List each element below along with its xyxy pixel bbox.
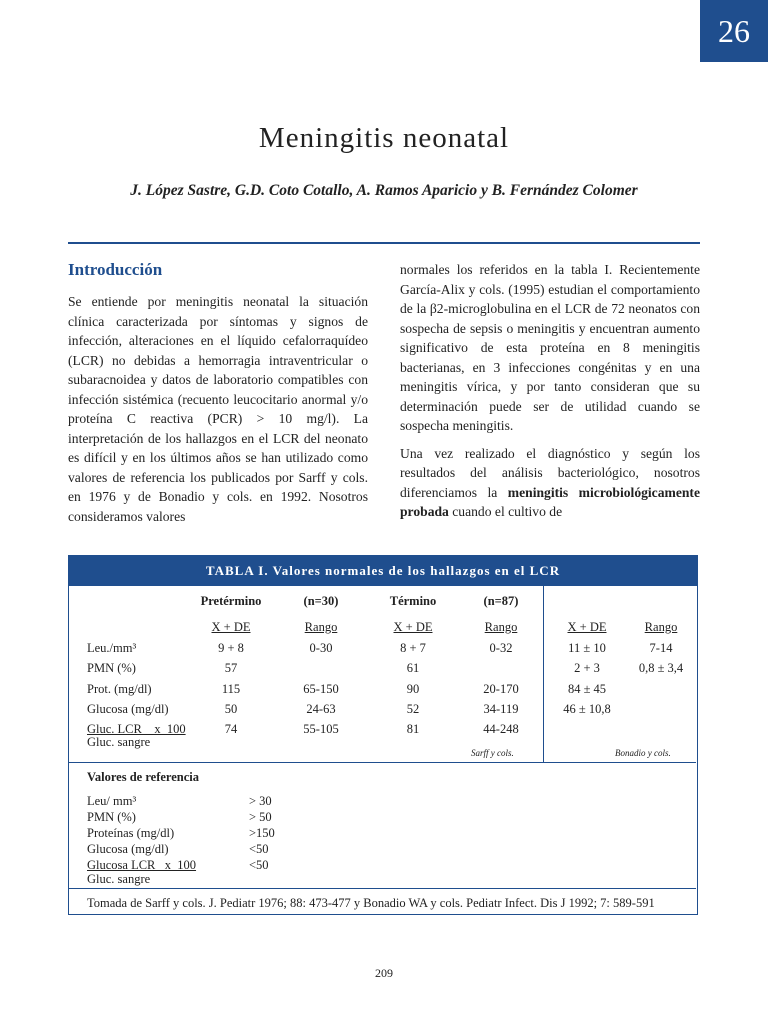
- paragraph-3-end: cuando el cultivo de: [448, 504, 563, 519]
- table-cell: 0,8 ± 3,4: [638, 661, 684, 675]
- row-label: Glucosa (mg/dl): [87, 702, 169, 716]
- reference-label: PMN (%): [87, 810, 136, 824]
- table-cell: 61: [406, 661, 420, 675]
- table-cell: 2 + 3: [574, 661, 600, 675]
- table-cell: 115: [221, 682, 241, 696]
- table-cell: 34-119: [483, 702, 519, 716]
- group-header: (n=30): [303, 594, 339, 608]
- table-data-area: [69, 586, 696, 762]
- table-cell: 50: [224, 702, 238, 716]
- table-cell: 11 ± 10: [568, 641, 606, 655]
- table-cell: 46 ± 10,8: [563, 702, 611, 716]
- reference-label: Glucosa (mg/dl): [87, 842, 169, 856]
- row-label: Leu./mm³: [87, 641, 137, 655]
- row-label: Gluc. LCR x 100: [87, 722, 186, 736]
- paragraph-3: [400, 444, 700, 522]
- row-label-denominator: Gluc. sangre: [87, 735, 151, 749]
- table-cell: 0-30: [309, 641, 333, 655]
- table-footer-divider: [69, 888, 696, 889]
- table-section-divider: [69, 762, 696, 763]
- sub-header: Rango: [484, 620, 518, 634]
- table-cell: 7-14: [649, 641, 673, 655]
- table-cell: 57: [224, 661, 238, 675]
- chapter-number: 26: [718, 12, 750, 49]
- reference-label-denominator: Gluc. sangre: [87, 872, 151, 886]
- paragraph-1: Se entiende por meningitis neonatal la situación clínica caracterizada por síntomas y signos de infección, alteraciones en el líquido cefalorraquídeo (LCR) no debidas a hemorragia intraventricular o subaracnoidea y datos de laboratorio compatibles con infección sistémica (recuento leucocitario anormal y/o proteína C reactiva (PCR) > 10 mg/l). La interpretación de los hallazgos en el LCR del neonato es difícil y en los últimos años se han utilizado como valores de referencia los publicados por Sarff y cols. en 1976 y de Bonadio y cols. en 1992. Nosotros consideramos valores: [68, 294, 368, 524]
- paragraph-3-start: Una vez realizado el diagnóstico y según los resultados del análisis bacteriológico, nosotros diferenciamos la: [400, 445, 700, 500]
- row-label: PMN (%): [87, 661, 136, 675]
- table-cell: 8 + 7: [400, 641, 426, 655]
- header-divider: [68, 242, 700, 244]
- section-title: Introducción: [68, 260, 163, 279]
- table-cell: 81: [406, 722, 420, 736]
- reference-label: Glucosa LCR x 100: [87, 858, 197, 872]
- reference-value: >150: [249, 826, 275, 840]
- sub-header: Rango: [644, 620, 678, 634]
- group-header: (n=87): [483, 594, 519, 608]
- reference-label: Proteínas (mg/dl): [87, 826, 175, 840]
- table-footnote: Tomada de Sarff y cols. J. Pediatr 1976; 88: 473-477 y Bonadio WA y cols. Pediatr Infect. Dis J 1992; 7: 589-591: [87, 896, 655, 910]
- table-cell: 9 + 8: [218, 641, 244, 655]
- source-sarff: Sarff y cols.: [471, 748, 514, 758]
- table-1: [68, 555, 698, 915]
- table-title: TABLA I. Valores normales de los hallazgos en el LCR: [69, 556, 697, 586]
- table-cell: 55-105: [303, 722, 339, 736]
- chapter-number-badge: [700, 0, 768, 62]
- sub-header: Rango: [304, 620, 338, 634]
- reference-label: Leu/ mm³: [87, 794, 137, 808]
- table-cell: 65-150: [303, 682, 339, 696]
- table-cell: 90: [406, 682, 420, 696]
- reference-value: > 50: [249, 810, 272, 824]
- row-label: Prot. (mg/dl): [87, 682, 152, 696]
- right-column: [400, 260, 700, 530]
- left-column: [68, 258, 368, 534]
- paragraph-3-emphasis: meningitis microbiológicamente probada: [400, 484, 700, 519]
- sub-header: X + DE: [393, 620, 433, 634]
- table-cell: 44-248: [483, 722, 519, 736]
- table-cell: 84 ± 45: [567, 682, 607, 696]
- reference-title: Valores de referencia: [87, 770, 200, 784]
- page-number: 209: [375, 966, 393, 980]
- article-title: Meningitis neonatal: [258, 122, 510, 154]
- source-bonadio: Bonadio y cols.: [615, 748, 671, 758]
- table-cell: 20-170: [483, 682, 519, 696]
- table-cell: 74: [224, 722, 238, 736]
- paragraph-2: normales los referidos en la tabla I. Recientemente García-Alix y cols. (1995) estudian el comportamiento de la β2-microglobulina en el LCR de 72 neonatos con sospecha de sepsis o meningitis y encuentran aumento significativo de esta proteína en 8 meningitis bacterianas, en 3 infecciones congénitas y en una meningitis vírica, y por tanto consideran que su determinación puede ser de utilidad cuando se sospecha meningitis.: [400, 262, 700, 433]
- reference-value: <50: [249, 858, 269, 872]
- reference-value: <50: [249, 842, 269, 856]
- table-cell: 24-63: [306, 702, 336, 716]
- group-header: Pretérmino: [200, 594, 262, 608]
- group-header: Término: [389, 594, 437, 608]
- article-authors: J. López Sastre, G.D. Coto Cotallo, A. Ramos Aparicio y B. Fernández Colomer: [130, 182, 638, 199]
- sub-header: X + DE: [211, 620, 251, 634]
- reference-value: > 30: [249, 794, 272, 808]
- table-cell: 52: [406, 702, 420, 716]
- sub-header: X + DE: [567, 620, 607, 634]
- table-cell: 0-32: [489, 641, 513, 655]
